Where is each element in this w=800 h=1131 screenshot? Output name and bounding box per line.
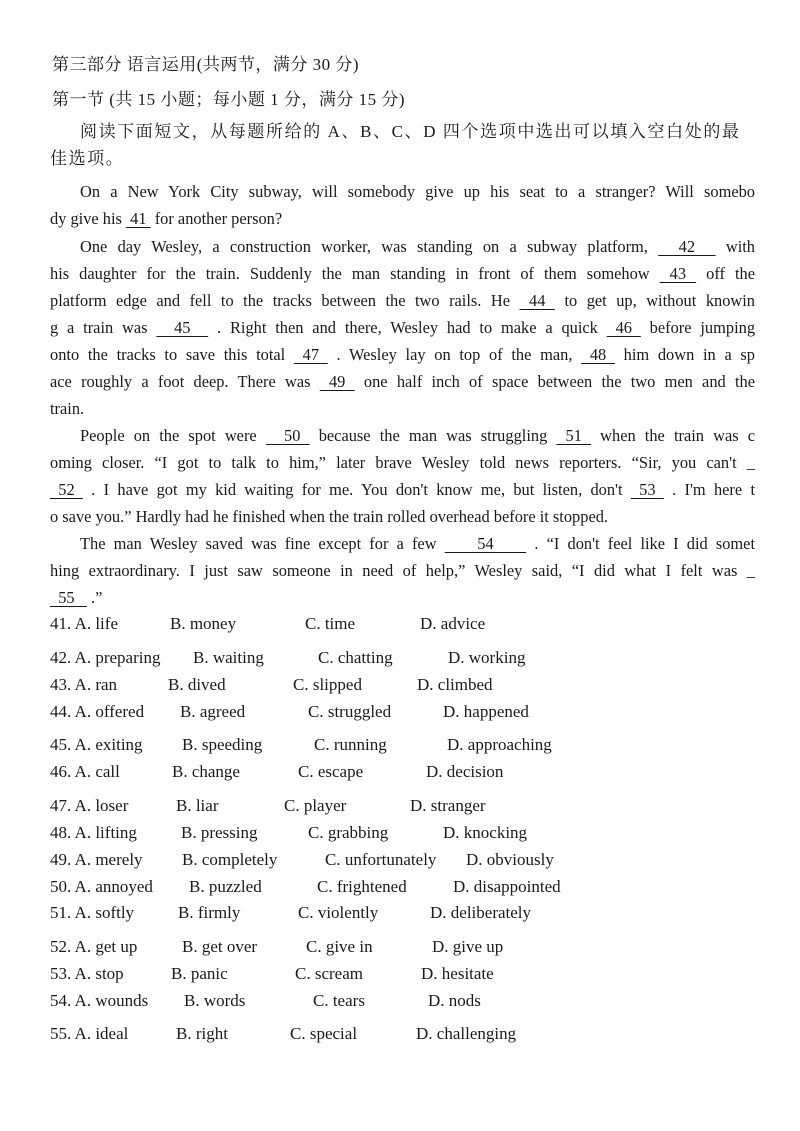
passage-line: One day Wesley, a construction worker, was standing on a subway platform, 42 with [80, 237, 755, 256]
option-a: 50. A. annoyed [50, 877, 153, 896]
option-a: 49. A. merely [50, 850, 143, 869]
option-a: 54. A. wounds [50, 991, 149, 1010]
option-c: C. grabbing [308, 823, 389, 842]
option-d: D. climbed [417, 675, 493, 694]
passage-line: hing extraordinary. I just saw someone in need of help,” Wesley said, “I did what I felt was _ [50, 561, 755, 580]
blank-48: 48 [581, 345, 615, 364]
option-b: B. words [184, 991, 246, 1010]
passage-line: On a New York City subway, will somebody give up his seat to a stranger? Will somebo [80, 182, 755, 201]
option-b: B. change [172, 762, 240, 781]
option-c: C. violently [298, 903, 379, 922]
instruction: 阅读下面短文，从每题所给的 A、B、C、D 四个选项中选出可以填入空白处的最佳选项。 [50, 122, 741, 168]
option-c: C. scream [295, 964, 363, 983]
passage-line: People on the spot were 50 because the man was struggling 51 when the train was c [80, 426, 755, 445]
option-a: 48. A. lifting [50, 823, 137, 842]
blank-46: 46 [606, 318, 641, 337]
option-a: 41. A. life [50, 614, 118, 633]
option-b: B. completely [182, 850, 278, 869]
option-d: D. deliberately [430, 903, 532, 922]
option-d: D. give up [432, 937, 504, 956]
option-c: C. tears [313, 991, 365, 1010]
option-b: B. waiting [193, 648, 264, 667]
option-b: B. dived [168, 675, 226, 694]
blank-52: 52 [50, 480, 83, 499]
option-b: B. get over [182, 937, 258, 956]
blank-53: 53 [630, 480, 664, 499]
option-a: 47. A. loser [50, 796, 129, 815]
blank-47: 47 [293, 345, 328, 364]
blank-55: 55 [50, 588, 87, 607]
option-a: 43. A. ran [50, 675, 118, 694]
option-b: B. money [170, 614, 237, 633]
passage-line: o save you.” Hardly had he finished when the train rolled overhead before it stopped. [50, 507, 609, 526]
passage-line: ace roughly a foot deep. There was 49 one half inch of space between the two men and the [50, 372, 755, 391]
blank-50: 50 [265, 426, 310, 445]
passage-line: dy give his 41 for another person? [50, 209, 283, 228]
option-b: B. agreed [180, 702, 246, 721]
blank-43: 43 [659, 264, 697, 283]
option-b: B. liar [176, 796, 219, 815]
option-c: C. slipped [293, 675, 362, 694]
option-d: D. knocking [443, 823, 528, 842]
passage-line: 52 . I have got my kid waiting for me. You don't know me, but listen, don't 53 . I'm here t [50, 480, 755, 499]
option-a: 46. A. call [50, 762, 120, 781]
option-c: C. frightened [317, 877, 407, 896]
option-c: C. player [284, 796, 347, 815]
option-b: B. pressing [181, 823, 258, 842]
passage-line: onto the tracks to save this total 47 . Wesley lay on top of the man, 48 him down in a sp [50, 345, 755, 364]
option-a: 53. A. stop [50, 964, 124, 983]
blank-41: 41 [126, 209, 151, 228]
option-d: D. hesitate [421, 964, 494, 983]
option-a: 55. A. ideal [50, 1024, 129, 1043]
option-a: 51. A. softly [50, 903, 135, 922]
option-b: B. right [176, 1024, 228, 1043]
option-c: C. unfortunately [325, 850, 437, 869]
passage-line: g a train was 45 . Right then and there, Wesley had to make a quick 46 before jumping [50, 318, 756, 337]
passage-line: his daughter for the train. Suddenly the man standing in front of them somehow 43 off the [50, 264, 755, 283]
option-d: D. obviously [466, 850, 554, 869]
option-a: 52. A. get up [50, 937, 138, 956]
blank-44: 44 [519, 291, 555, 310]
option-b: B. speeding [182, 735, 263, 754]
passage-line: train. [50, 399, 85, 418]
blank-54: 54 [444, 534, 527, 553]
option-d: D. advice [420, 614, 486, 633]
option-c: C. special [290, 1024, 358, 1043]
option-d: D. approaching [447, 735, 552, 754]
option-c: C. escape [298, 762, 364, 781]
blank-42: 42 [658, 237, 716, 256]
passage-line: oming closer. “I got to talk to him,” later brave Wesley told news reporters. “Sir, you can't _ [50, 453, 755, 472]
option-a: 44. A. offered [50, 702, 145, 721]
option-d: D. stranger [410, 796, 486, 815]
option-c: C. running [314, 735, 387, 754]
option-b: B. panic [171, 964, 228, 983]
option-c: C. give in [306, 937, 373, 956]
option-c: C. chatting [318, 648, 393, 667]
passage-line: The man Wesley saved was fine except for a few 54 . “I don't feel like I did somet [80, 534, 756, 553]
blank-51: 51 [556, 426, 592, 445]
passage-line: 55 .” [50, 588, 103, 607]
option-d: D. challenging [416, 1024, 517, 1043]
part-heading: 第三部分 语言运用(共两节，满分 30 分) [52, 55, 360, 74]
option-b: B. firmly [178, 903, 241, 922]
blank-45: 45 [156, 318, 209, 337]
section-heading: 第一节 (共 15 小题；每小题 1 分，满分 15 分) [52, 90, 406, 109]
option-d: D. happened [443, 702, 529, 721]
option-d: D. decision [426, 762, 504, 781]
passage-line: platform edge and fell to the tracks between the two rails. He 44 to get up, without knowin [50, 291, 755, 310]
option-d: D. disappointed [453, 877, 561, 896]
option-c: C. struggled [308, 702, 392, 721]
option-d: D. working [448, 648, 526, 667]
option-a: 45. A. exiting [50, 735, 143, 754]
option-d: D. nods [428, 991, 481, 1010]
option-a: 42. A. preparing [50, 648, 161, 667]
blank-49: 49 [319, 372, 355, 391]
option-b: B. puzzled [189, 877, 262, 896]
option-c: C. time [305, 614, 356, 633]
